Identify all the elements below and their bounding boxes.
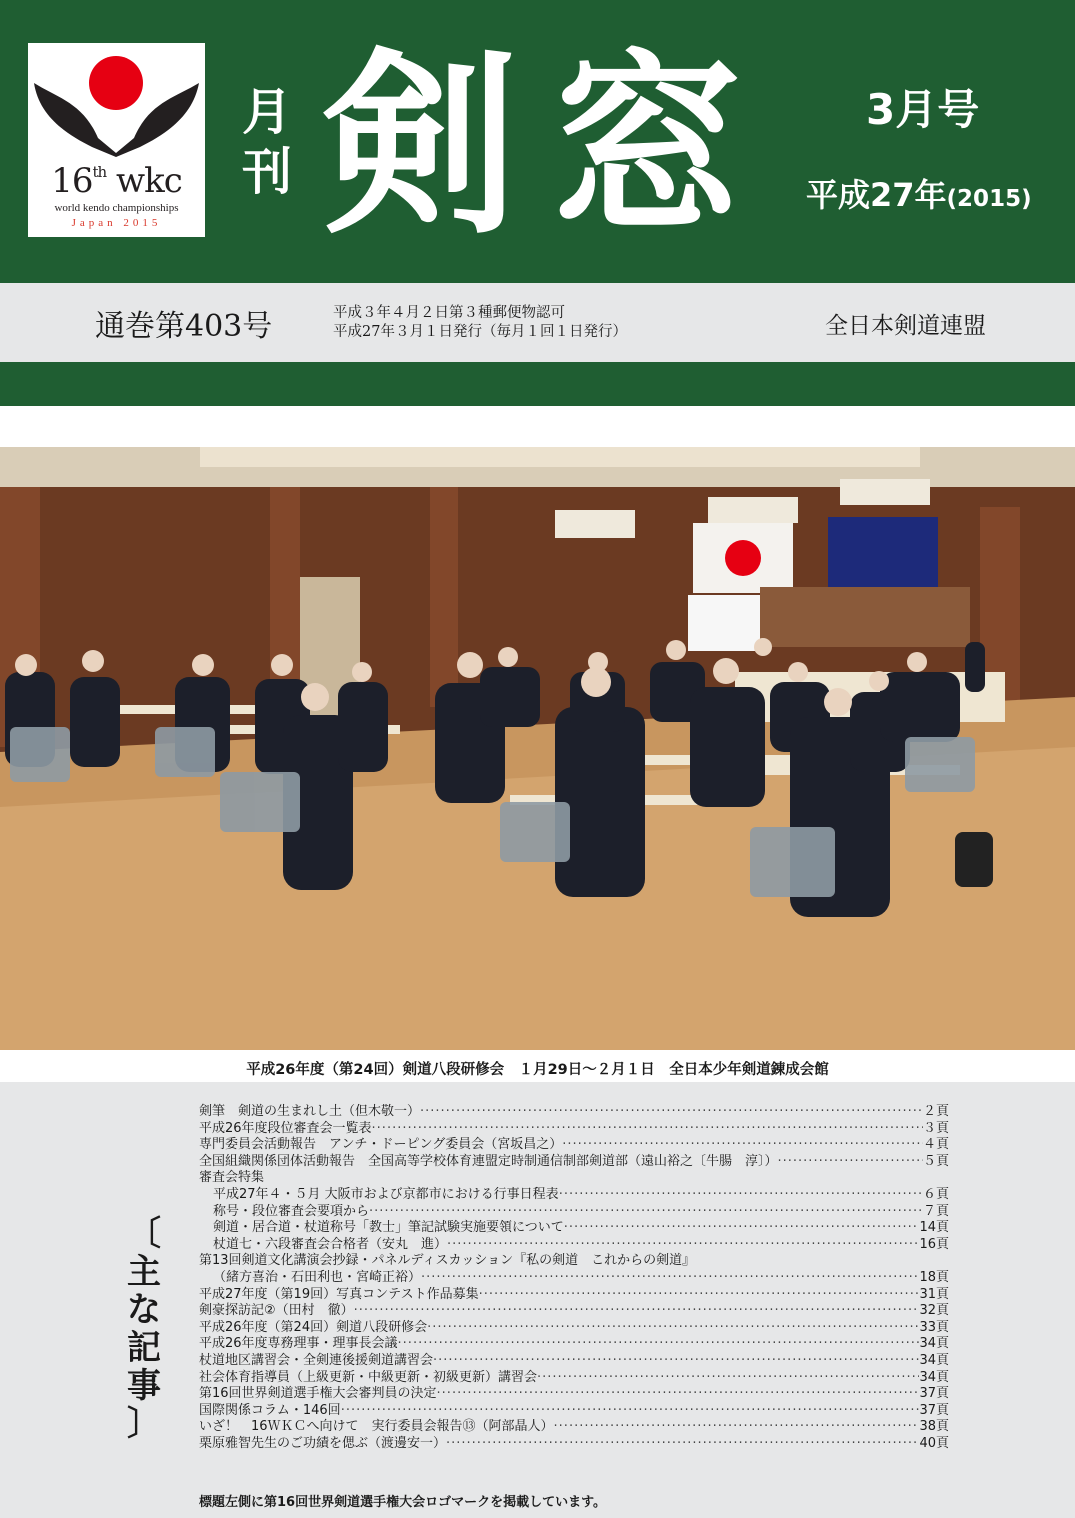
title-small-char-1: 月 bbox=[242, 83, 292, 141]
toc-entry bbox=[199, 1220, 949, 1237]
divider-bar bbox=[0, 362, 1075, 406]
toc-entry-page: 31頁 bbox=[919, 1286, 949, 1302]
toc-leader-dots bbox=[341, 1403, 920, 1420]
toc-leader-dots bbox=[354, 1303, 920, 1320]
toc-entry-page: 37頁 bbox=[919, 1386, 949, 1402]
toc-leader-dots bbox=[479, 1287, 920, 1304]
toc-entry-title: 国際関係コラム・146回 bbox=[199, 1402, 341, 1418]
toc-entry-title: 剣豪探訪記②（田村 徹） bbox=[199, 1303, 354, 1319]
wkc-logo bbox=[28, 43, 205, 237]
toc-entry-page: 34頁 bbox=[919, 1369, 949, 1385]
contents-heading-char: な bbox=[127, 1290, 161, 1330]
contents-heading-char: 〕 bbox=[127, 1404, 161, 1444]
toc-leader-dots bbox=[554, 1419, 920, 1436]
toc-entry-title: （緒方喜治・石田利也・宮崎正裕） bbox=[213, 1269, 422, 1285]
toc-entry-page: 34頁 bbox=[919, 1352, 949, 1368]
logo-subtitle-year: Japan 2015 bbox=[71, 217, 162, 229]
toc-entry-title: 審査会特集 bbox=[199, 1170, 265, 1186]
toc-entry bbox=[199, 1237, 949, 1254]
issue-year bbox=[806, 170, 1032, 216]
toc-entry-title: 栗原雅智先生のご功績を偲ぶ（渡邊安一） bbox=[199, 1435, 447, 1451]
toc-entry bbox=[199, 1303, 949, 1320]
toc-entry-page: 14頁 bbox=[919, 1220, 949, 1236]
toc-entry-title: 剣筆 剣道の生まれし土（但木敬一） bbox=[199, 1104, 421, 1119]
toc-leader-dots bbox=[559, 1187, 923, 1204]
issue-month: 3月号 bbox=[866, 85, 980, 134]
postal-permit: 平成３年４月２日第３種郵便物認可 bbox=[333, 305, 565, 321]
publication-date: 平成27年３月１日発行（毎月１回１日発行） bbox=[333, 324, 627, 340]
toc-entry-page: ３頁 bbox=[922, 1120, 949, 1136]
toc-entry-title: 平成26年度（第24回）剣道八段研修会 bbox=[199, 1319, 428, 1335]
toc-entry-title: 平成27年度（第19回）写真コンテスト作品募集 bbox=[199, 1286, 479, 1302]
toc-leader-dots bbox=[437, 1386, 920, 1403]
toc-leader-dots bbox=[398, 1336, 920, 1353]
toc-entry-title: 第16回世界剣道選手権大会審判員の決定 bbox=[199, 1386, 437, 1402]
contents-list bbox=[199, 1104, 949, 1452]
contents-heading-char: 事 bbox=[127, 1366, 161, 1406]
toc-entry bbox=[199, 1403, 949, 1420]
toc-entry-title: 称号・段位審査会要項から bbox=[213, 1203, 370, 1219]
toc-entry-title: いざ！ 16ＷＫＣへ向けて 実行委員会報告⑬（阿部晶人） bbox=[199, 1419, 554, 1435]
title-char-ken: 剣 bbox=[322, 31, 519, 261]
logo-subtitle: world kendo championships bbox=[54, 202, 179, 214]
toc-entry-page: 33頁 bbox=[919, 1319, 949, 1335]
toc-entry-title: 全国組織関係団体活動報告 全国高等学校体育連盟定時制通信制部剣道部（遠山裕之〔牛腸 淳〕） bbox=[199, 1153, 778, 1169]
toc-entry-page: ４頁 bbox=[922, 1137, 949, 1153]
toc-entry bbox=[199, 1370, 949, 1387]
toc-leader-dots bbox=[433, 1353, 919, 1370]
toc-leader-dots bbox=[427, 1320, 919, 1337]
toc-entry-title: 杖道七・六段審査会合格者（安丸 進） bbox=[213, 1236, 448, 1252]
toc-entry-title: 専門委員会活動報告 アンチ・ドーピング委員会（宮坂昌之） bbox=[199, 1137, 563, 1153]
logo-edition: 16th wkc bbox=[51, 161, 182, 201]
toc-entry bbox=[199, 1419, 949, 1436]
issue-year-jp: 平成27年 bbox=[806, 176, 947, 214]
volume-number: 通巻第403号 bbox=[95, 309, 273, 344]
toc-entry bbox=[199, 1154, 949, 1171]
toc-leader-dots bbox=[446, 1436, 919, 1453]
toc-entry-page: 34頁 bbox=[919, 1336, 949, 1352]
toc-entry bbox=[199, 1121, 949, 1138]
toc-entry-title: 平成26年度段位審査会一覧表 bbox=[199, 1120, 372, 1136]
toc-leader-dots bbox=[421, 1270, 919, 1287]
toc-entry-page: ５頁 bbox=[922, 1153, 949, 1169]
seminar-hall-illustration bbox=[0, 447, 1075, 1050]
photo-caption: 平成26年度（第24回）剣道八段研修会 １月29日～２月１日 全日本少年剣道錬成会館 bbox=[246, 1062, 829, 1078]
toc-entry-title: 社会体育指導員（上級更新・中級更新・初級更新）講習会 bbox=[199, 1369, 538, 1385]
toc-entry-title: 剣道・居合道・杖道称号「教士」筆記試験実施要領について bbox=[213, 1220, 564, 1236]
title-monthly bbox=[236, 82, 298, 202]
toc-entry bbox=[199, 1104, 949, 1121]
toc-entry bbox=[199, 1204, 949, 1221]
toc-leader-dots bbox=[447, 1237, 919, 1254]
toc-entry-page: 40頁 bbox=[919, 1435, 949, 1451]
issue-year-ad: (2015) bbox=[946, 186, 1032, 212]
toc-entry bbox=[199, 1187, 949, 1204]
footnote: 標題左側に第16回世界剣道選手権大会ロゴマークを掲載しています。 bbox=[199, 1495, 607, 1510]
toc-leader-dots bbox=[372, 1121, 923, 1138]
toc-entry bbox=[199, 1336, 949, 1353]
toc-entry-title: 第13回剣道文化講演会抄録・パネルディスカッション『私の剣道 これからの剣道』 bbox=[199, 1253, 696, 1269]
contents-heading-char: 記 bbox=[127, 1328, 161, 1368]
title-small-char-2: 刊 bbox=[242, 143, 292, 201]
toc-entry-page: ６頁 bbox=[922, 1186, 949, 1202]
toc-entry-page: ７頁 bbox=[922, 1203, 949, 1219]
cover-photo bbox=[0, 447, 1075, 1050]
contents-heading bbox=[124, 1215, 164, 1443]
federation-banner bbox=[828, 517, 938, 589]
toc-entry bbox=[199, 1170, 949, 1187]
toc-entry-page: 18頁 bbox=[919, 1269, 949, 1285]
contents-heading-char: 主 bbox=[127, 1252, 161, 1292]
toc-entry-page: 16頁 bbox=[919, 1236, 949, 1252]
toc-entry-title: 平成27年４・５月 大阪市および京都市における行事日程表 bbox=[213, 1186, 559, 1202]
toc-entry bbox=[199, 1287, 949, 1304]
publisher: 全日本剣道連盟 bbox=[825, 313, 986, 339]
toc-entry-page: ２頁 bbox=[922, 1104, 949, 1119]
toc-leader-dots bbox=[564, 1220, 920, 1237]
toc-entry bbox=[199, 1436, 949, 1453]
toc-entry-title: 杖道地区講習会・全剣連後援剣道講習会 bbox=[199, 1352, 434, 1368]
toc-entry bbox=[199, 1270, 949, 1287]
toc-entry bbox=[199, 1386, 949, 1403]
toc-leader-dots bbox=[778, 1154, 923, 1171]
toc-entry bbox=[199, 1137, 949, 1154]
toc-entry-page: 32頁 bbox=[919, 1303, 949, 1319]
toc-entry-page: 37頁 bbox=[919, 1402, 949, 1418]
toc-entry-title: 平成26年度専務理事・理事長会議 bbox=[199, 1336, 398, 1352]
toc-entry bbox=[199, 1320, 949, 1337]
toc-leader-dots bbox=[369, 1204, 923, 1221]
toc-leader-dots bbox=[562, 1137, 923, 1154]
toc-entry-page: 38頁 bbox=[919, 1419, 949, 1435]
toc-entry bbox=[199, 1353, 949, 1370]
japan-flag-icon bbox=[725, 540, 761, 576]
title-char-so: 窓 bbox=[548, 31, 745, 261]
toc-leader-dots bbox=[537, 1370, 919, 1387]
rising-sun-icon bbox=[89, 56, 143, 110]
contents-heading-char: 〔 bbox=[127, 1214, 161, 1254]
toc-entry bbox=[199, 1253, 949, 1270]
toc-leader-dots bbox=[420, 1104, 923, 1121]
